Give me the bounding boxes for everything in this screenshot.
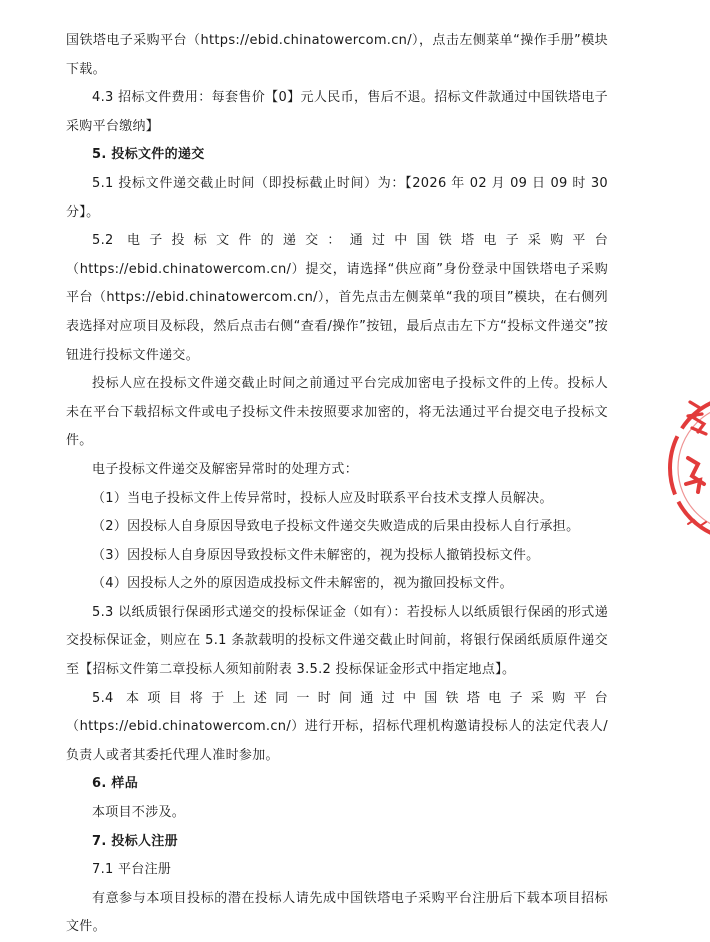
paragraph-5-4-title: 5.4 本项目将于上述同一时间通过中国铁塔电子采购平台 (92, 690, 608, 706)
paragraph-5-2-body: （https://ebid.chinatowercom.cn/）提交，请选择“供应商”身份登录中国铁塔电子采购平台（https://ebid.chinatowercom.cn/），首先点击左侧菜单“我的项目”模块，在右侧列表选择对应项目及标段，然后点击右侧“查看/操作”按钮，最后点击左下方“投标文件递交”按钮进行投标文件递交。 (66, 261, 608, 363)
document-body (66, 27, 608, 942)
paragraph-5-1-deadline: 5.1 投标文件递交截止时间（即投标截止时间）为：【2026 年 02 月 09 日 09 时 30 分】。 (66, 175, 608, 220)
paragraph-5-4-body: （https://ebid.chinatowercom.cn/）进行开标，招标代理机构邀请投标人的法定代表人/负责人或者其委托代理人准时参加。 (66, 719, 608, 763)
paragraph-platform-manual: 国铁塔电子采购平台（https://ebid.chinatowercom.cn/），点击左侧菜单“操作手册”模块下载。 (66, 33, 608, 77)
list-item-2: （2）因投标人自身原因导致电子投标文件递交失败造成的后果由投标人自行承担。 (92, 519, 580, 535)
heading-7-registration: 7. 投标人注册 (92, 833, 178, 849)
paragraph-registration-body: 有意参与本项目投标的潜在投标人请先成中国铁塔电子采购平台注册后下载本项目招标文件。 (66, 890, 608, 935)
paragraph-5-2-title: 5.2 电子投标文件的递交：通过中国铁塔电子采购平台 (92, 233, 608, 249)
list-item-1: （1）当电子投标文件上传异常时，投标人应及时联系平台技术支撑人员解决。 (92, 490, 553, 506)
paragraph-5-3-bank-guarantee: 5.3 以纸质银行保函形式递交的投标保证金（如有）：若投标人以纸质银行保函的形式递交投标保证金，则应在 5.1 条款载明的投标文件递交截止时间前，将银行保函纸质原件递交至【招标文件第二章投标人须知前附表 3.5.2 投标保证金形式中指定地点】。 (66, 604, 608, 678)
paragraph-7-1-platform-registration: 7.1 平台注册 (92, 862, 172, 878)
paragraph-upload-before-deadline: 投标人应在投标文件递交截止时间之前通过平台完成加密电子投标文件的上传。投标人未在平台下载招标文件或电子投标文件未按照要求加密的，将无法通过平台提交电子投标文件。 (66, 376, 608, 449)
heading-5-bid-submission: 5. 投标文件的递交 (92, 147, 205, 163)
paragraph-exception-handling: 电子投标文件递交及解密异常时的处理方式： (92, 461, 359, 477)
heading-6-samples: 6. 样品 (92, 776, 139, 792)
paragraph-samples-na: 本项目不涉及。 (92, 805, 186, 821)
red-seal-stamp (664, 388, 710, 548)
paragraph-4-3-document-fee: 4.3 招标文件费用：每套售价【0】元人民币，售后不退。招标文件款通过中国铁塔电子采购平台缴纳】 (66, 90, 608, 134)
list-item-4: （4）因投标人之外的原因造成投标文件未解密的，视为撤回投标文件。 (92, 576, 513, 592)
list-item-3: （3）因投标人自身原因导致投标文件未解密的，视为投标人撤销投标文件。 (92, 547, 540, 563)
seal-icon (664, 388, 710, 548)
